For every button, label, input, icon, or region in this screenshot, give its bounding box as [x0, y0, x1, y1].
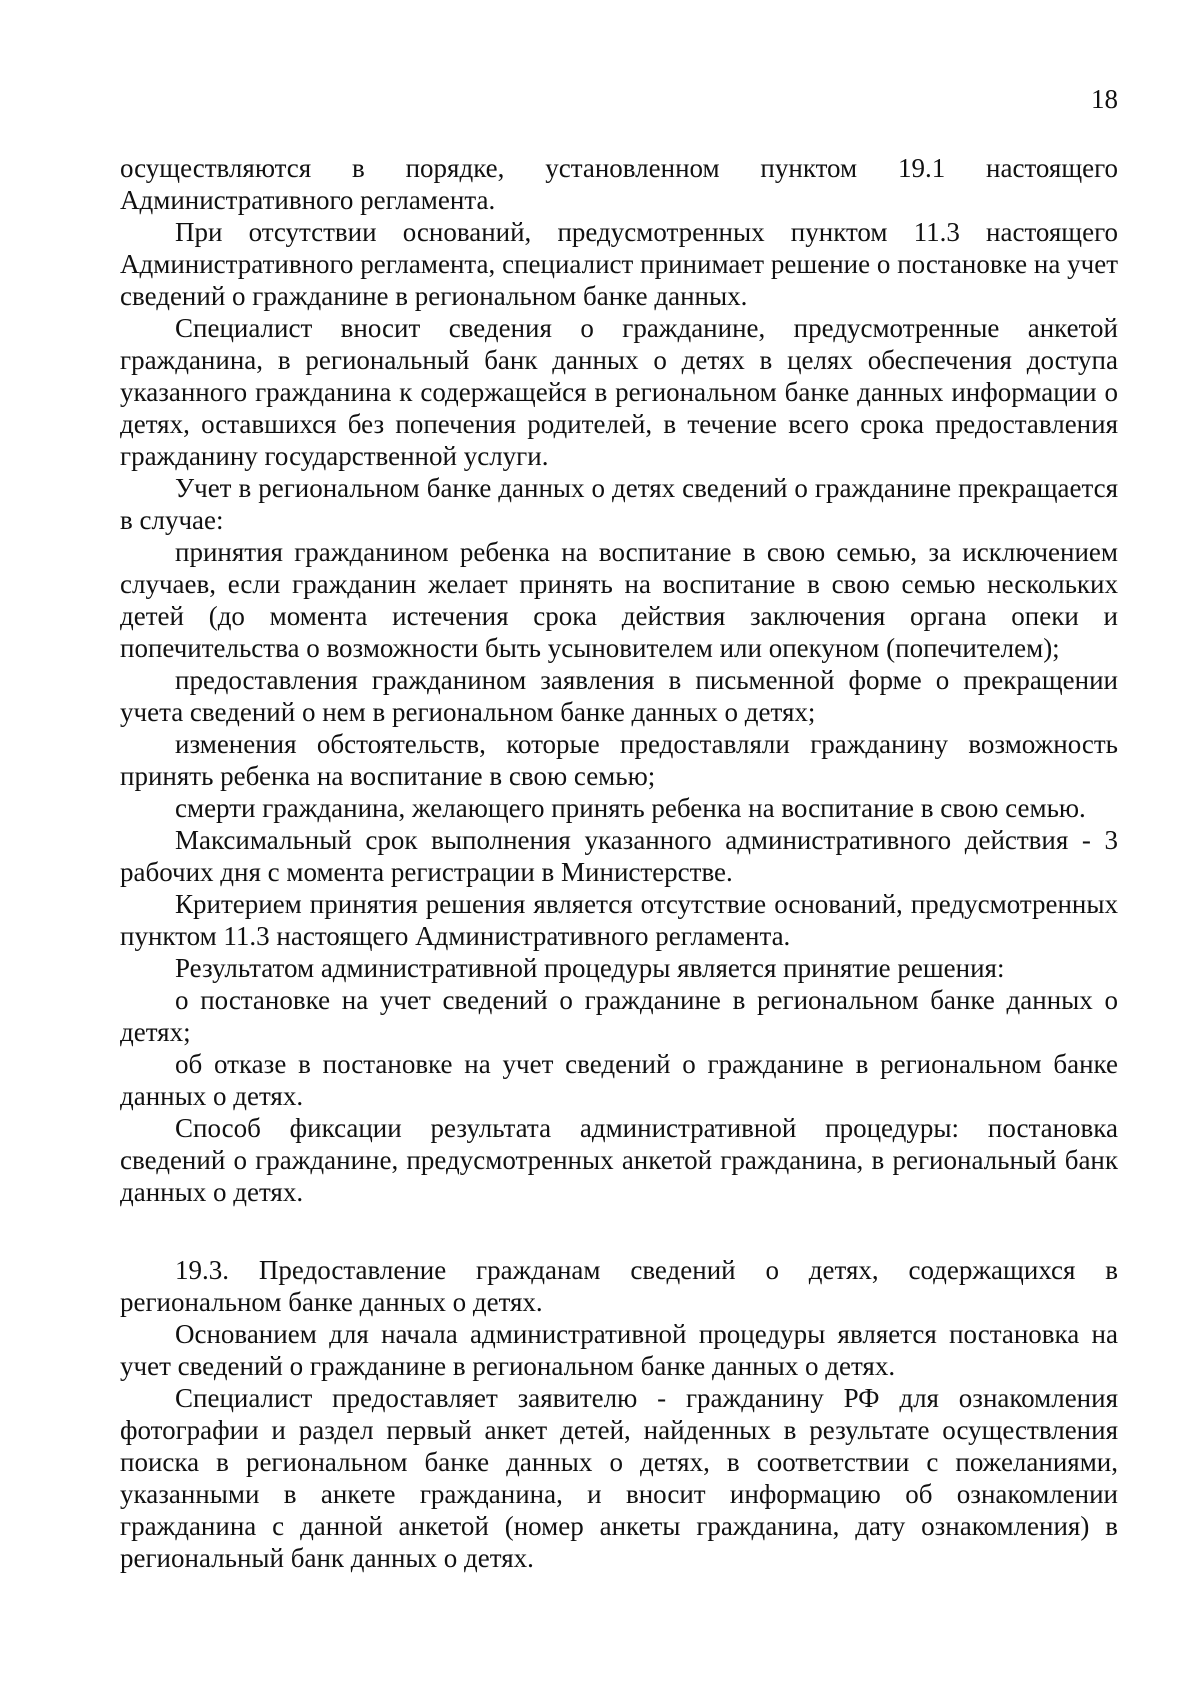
paragraph: Способ фиксации результата административной процедуры: постановка сведений о гражданине, предусмотренных анкетой гражданина, в региональный банк данных о детях.	[120, 1113, 1118, 1207]
paragraph: Основанием для начала административной процедуры является постановка на учет сведений о гражданине в региональном банке данных о детях.	[120, 1319, 1118, 1381]
list-paragraph: предоставления гражданином заявления в письменной форме о прекращении учета сведений о нем в региональном банке данных о детях;	[120, 665, 1118, 727]
list-paragraph: о постановке на учет сведений о гражданине в региональном банке данных о детях;	[120, 985, 1118, 1047]
list-paragraph: смерти гражданина, желающего принять ребенка на воспитание в свою семью.	[175, 793, 1086, 823]
list-paragraph: изменения обстоятельств, которые предоставляли гражданину возможность принять ребенка на воспитание в свою семью;	[120, 729, 1118, 791]
paragraph-continuation: осуществляются в порядке, установленном пунктом 19.1 настоящего Административного регламента.	[120, 153, 1118, 215]
page-number: 18	[1091, 84, 1118, 114]
section-heading: 19.3. Предоставление гражданам сведений о детях, содержащихся в региональном банке данных о детях.	[120, 1255, 1118, 1317]
paragraph: Критерием принятия решения является отсутствие оснований, предусмотренных пунктом 11.3 настоящего Административного регламента.	[120, 889, 1118, 951]
paragraph: При отсутствии оснований, предусмотренных пунктом 11.3 настоящего Административного регламента, специалист принимает решение о постановке на учет сведений о гражданине в региональном банке данных.	[120, 217, 1118, 311]
list-paragraph: об отказе в постановке на учет сведений о гражданине в региональном банке данных о детях.	[120, 1049, 1118, 1111]
list-paragraph: принятия гражданином ребенка на воспитание в свою семью, за исключением случаев, если гражданин желает принять на воспитание в свою семью нескольких детей (до момента истечения срока действия заключения органа опеки и попечительства о возможности быть усыновителем или опекуном (попечителем);	[120, 537, 1118, 663]
paragraph: Максимальный срок выполнения указанного административного действия - 3 рабочих дня с момента регистрации в Министерстве.	[120, 825, 1118, 887]
document-body	[120, 152, 1118, 1574]
paragraph: Результатом административной процедуры является принятие решения:	[175, 953, 1005, 983]
paragraph: Специалист вносит сведения о гражданине, предусмотренные анкетой гражданина, в региональный банк данных о детях в целях обеспечения доступа указанного гражданина к содержащейся в региональном банке данных информации о детях, оставшихся без попечения родителей, в течение всего срока предоставления гражданину государственной услуги.	[120, 313, 1118, 471]
paragraph: Учет в региональном банке данных о детях сведений о гражданине прекращается в случае:	[120, 473, 1118, 535]
paragraph: Специалист предоставляет заявителю - гражданину РФ для ознакомления фотографии и раздел первый анкет детей, найденных в результате осуществления поиска в региональном банке данных о детях, в соответствии с пожеланиями, указанными в анкете гражданина, и вносит информацию об ознакомлении гражданина с данной анкетой (номер анкеты гражданина, дату ознакомления) в региональный банк данных о детях.	[120, 1383, 1118, 1573]
